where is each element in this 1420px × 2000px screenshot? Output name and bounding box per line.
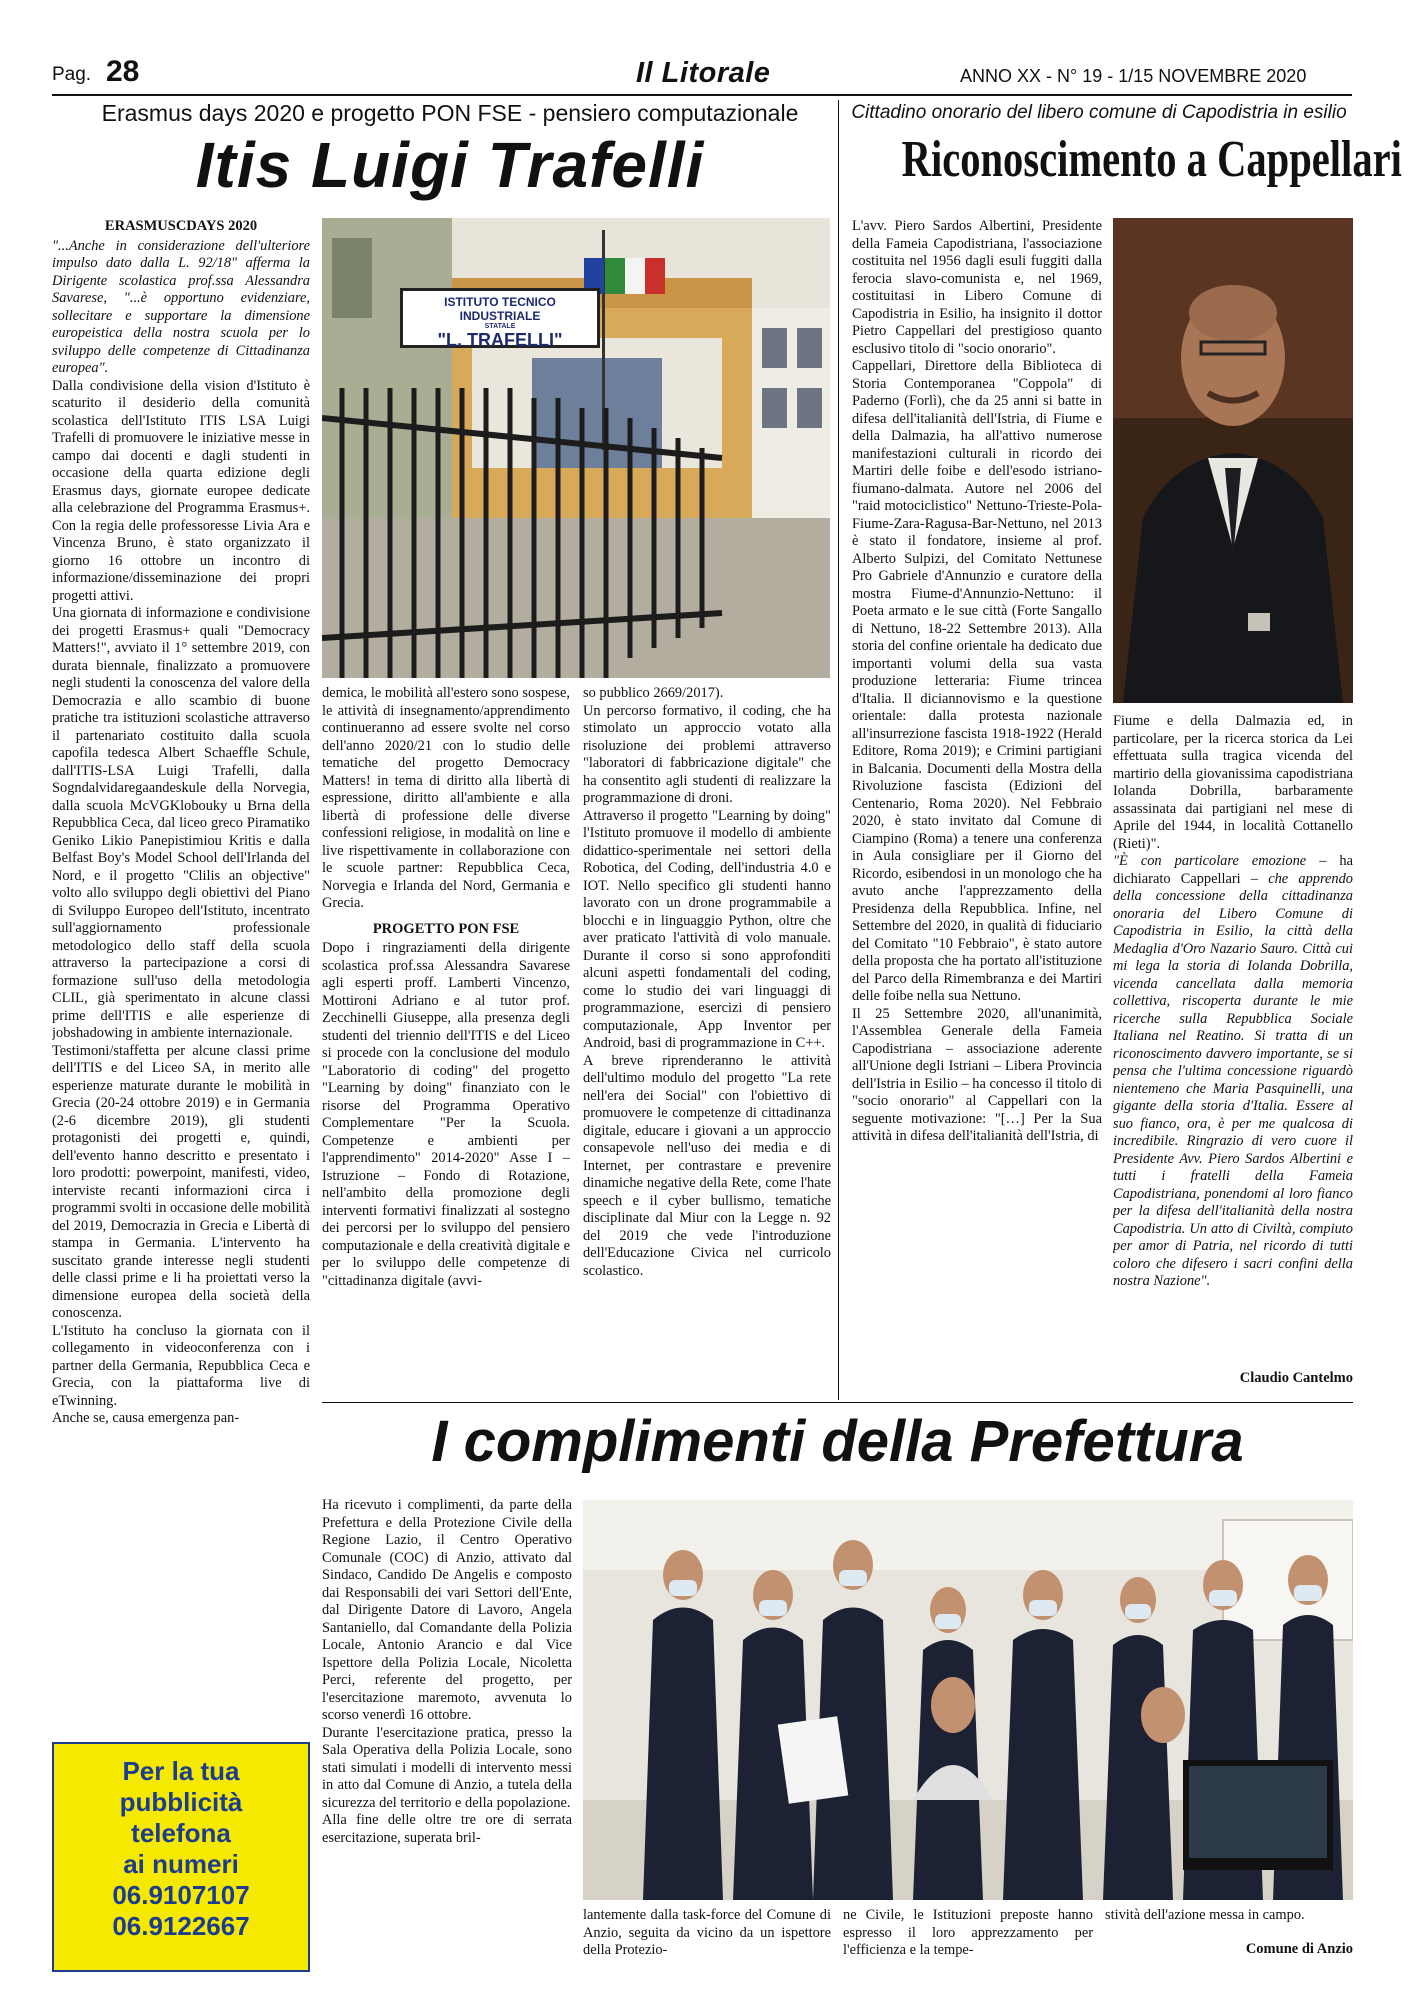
article1-col1-p2: Una giornata di informazione e condivisione dei progetti Erasmus+ quali "Democracy Matters!", avviato il 1° settembre 2019, con durata biennale, finalizzato a promuovere negli studenti la conoscenza del valore della Democrazia e allo scambio di buone pratiche tra istituzioni scolastiche attraverso il partenariato costituito dalla scuola capofila tedesca Albert Schaeffle Schule, dall'ITIS-LSA Luigi Trafelli, dalla Sogndalvidaregaandeskule della Norvegia, dalla scuola McVGKlobouky u Brna della Repubblica Ceca, dal liceo greco Piramatiko Geniko Likio Panepistimiou Kritis e dalla Belfast Boy's Model School dell'Irlanda del Nord, e il progetto "Clilis an objective" volto allo sviluppo degli obiettivi del Piano di Sviluppo Europeo dell'Istituto, incentrato sull'aggiornamento professionale metodologico dello staff della scuola attraverso la partecipazione a corsi di formazione sull'uso della metodologia CLIL, già sperimentato in alcune classi prime dell'ITIS e alle esperienze di jobshadowing in ambiente internazionale.	[52, 605, 310, 1041]
article1-col3-p4: A breve riprenderanno le attività dell'ultimo modulo del progetto "La rete nell'era dei Social" con l'obiettivo di promuovere le competenze di cittadinanza digitale, educare i giovani a un approccio consapevole nell'uso dei media e di Internet, per contrastare e prevenire dinamiche negative della Rete, come l'hate speech e il cyber bullismo, tematiche disciplinate dal Miur con la Legge n. 92 del 2019 che vede l'introduzione dell'Educazione Civica nel curricolo scolastico.	[583, 1052, 831, 1279]
coc-group-photo	[583, 1500, 1353, 1900]
cappellari-portrait	[1113, 218, 1353, 703]
issue-info: ANNO XX - N° 19 - 1/15 NOVEMBRE 2020	[960, 66, 1307, 86]
article3-signature: Comune di Anzio	[1245, 1941, 1353, 1957]
ad-line-4: ai numeri	[123, 1849, 239, 1879]
article2-col2-p1: Fiume e della Dalmazia ed, in particolare, per la ricerca storica da Lei effettuata sulla tragica vicenda del martirio della giovanissima capodistriana Iolanda Dobrilla, barbaramente assassinata dai partigiani nel mese di Aprile del 1944, in località Cottanello (Rieti)".	[1113, 713, 1353, 852]
ad-phone-2: 06.9122667	[112, 1911, 250, 1941]
article1-column-3	[583, 685, 831, 1385]
article1-col2-heading: PROGETTO PON FSE	[372, 920, 520, 937]
article1-col1-p1: Dalla condivisione della vision d'Istituto è scaturito il desiderio della comunità scolastica dell'Istituto ITIS LSA Luigi Trafelli di promuovere le iniziative messe in campo dai docenti e dagli studenti in occasione della quarta edizione degli Erasmus days, giornate europee dedicate alla celebrazione del Programma Erasmus+. Con la regia delle professoresse Livia Ara e Vincenza Bruno, è stato organizzato il giorno 16 ottobre un incontro di informazione/disseminazione dei propri progetti attivi.	[52, 377, 310, 604]
school-photo	[322, 218, 830, 678]
article2-quote-part-c: che apprendo della concessione della cittadinanza onoraria del Libero Comune di Capodistria in Esilio, la città della Medaglia d'Oro Nazario Sauro. Città cui mi lega la storia di Iolanda Dobrilla, vicenda cancellata dalla memoria collettiva, riscoperta durante le mie ricerche sulla Repubblica Sociale Italiana nel Reatino. Si tratta di un riconoscimento davvero importante, se si pensa che l'ultima concessione riguardò nientemeno che Maria Pasquinelli, una gigante della storia d'Italia. Essere al suo fianco, ora, è per me qualcosa di incredibile. Ringrazio di vero cuore il Presidente Avv. Piero Sardos Albertini e tutti i fratelli della Fameia Capodistriana, ponendomi al loro fianco per la difesa dell'italianità della nostra Capodistria. Un atto di Civiltà, compiuto per amor di Patria, nel ricordo di tutti coloro che difesero i sacri confini della nostra Nazione".	[1113, 870, 1353, 1289]
article1-col1-heading: ERASMUSCDAYS 2020	[104, 218, 258, 234]
article2-col1-p2: Cappellari, Direttore della Biblioteca di Storia Contemporanea "Coppola" di Paderno (Forlì), che da 25 anni si batte in difesa dell'italianità dell'Istria, di Fiume e della Dalmazia, ha all'attivo numerose manifestazioni culturali in ricordo dei Martiri delle foibe e dell'esodo istriano-fiumano-dalmata. Autore nel 2006 del "raid motociclistico" Nettuno-Trieste-Pola-Fiume-Zara-Ragusa-Bar-Nettuno, nel 2013 è stato il fondatore, insieme al prof. Alberto Sulpizi, del Comitato Nettunese Pro Gabriele d'Annunzio e curatore della mostra Fiume-d'Annunzio-Nettuno: il Poeta armato e le sue città (Forte Sangallo di Nettuno, 18-22 Settembre 2013). Alla storia del confine orientale ha dedicato due importanti volumi della sua vasta produzione letteraria: Fiume trincea d'Italia. Il diciannovismo e la questione orientale: dalla protesta nazionale all'insurrezione fascista 1918-1922 (Herald Editore, Roma 2019); e Crimini partigiani in Balcania. Documenti della Mostra della Rivoluzione fascista (Edizioni del Centenario, Roma 2020). Nel Febbraio 2020, è stato invitato dal Comune di Ciampino (Roma) a tenere una conferenza in Aula consigliare per il Giorno del Ricordo, esibendosi in un monologo che ha avuto anche l'apprezzamento della Presidenza della Repubblica. Infine, nel Settembre del 2020, in qualità di fiduciario del Comitato "10 Febbraio", è stato autore della proposta che ha portato all'istituzione del Parco della Rimembranza e dei Martiri delle foibe nella sua Nettuno.	[852, 358, 1102, 1004]
article3-col1-p1: Ha ricevuto i complimenti, da parte della Prefettura e della Protezione Civile della Regione Lazio, il Centro Operativo Comunale (COC) di Anzio, attivato dal Sindaco, Candido De Angelis e composto dai Responsabili dei vari Settori dell'Ente, dal Dirigente Datore di Lavoro, Angela Santaniello, dal Comandante della Polizia Locale, Antonio Arancio e dal Vice Ispettore della Polizia Locale, Nicoletta Perci, referente del progetto, per l'esercitazione maremoto, avvenuta lo scorso venerdì 16 ottobre.	[322, 1497, 572, 1723]
article2-title: Riconoscimento a Cappellari	[901, 131, 1402, 188]
ad-phone-1: 06.9107107	[112, 1880, 250, 1910]
article2-column-2	[1113, 713, 1353, 1368]
coc-group-illustration	[583, 1500, 1353, 1900]
article1-title: Itis Luigi Trafelli	[195, 129, 705, 201]
article2-quote-part-b: – ha dichiarato Cappellari –	[1113, 853, 1353, 887]
article3-column-2	[583, 1907, 831, 1967]
article2-kicker: Cittadino onorario del libero comune di Capodistria in esilio	[851, 102, 1347, 123]
article1-column-1	[52, 218, 310, 1733]
article1-col3-p2: Un percorso formativo, il coding, che ha stimolato un approccio votato alla risoluzione dei problemi attraverso "laboratori di fabbricazione digitale" che ha consentito agli studenti di realizzare la programmazione di droni.	[583, 702, 831, 806]
section-rule	[322, 1402, 1353, 1403]
article1-col1-quote: "...Anche in considerazione dell'ulteriore impulso dato dalla L. 92/18" afferma la Dirigente scolastica prof.ssa Alessandra Savarese, "...è opportuno evidenziare, sollecitare e supportare la dimensione europeistica della nostra scuola per lo sviluppo delle competenze di Cittadinanza europea".	[52, 237, 310, 376]
article2-column-1	[852, 218, 1102, 1388]
school-sign-line1: ISTITUTO TECNICO INDUSTRIALE	[444, 295, 556, 323]
article3-column-3	[843, 1907, 1093, 1967]
ad-line-3: telefona	[131, 1818, 231, 1848]
article2-quote-part-a: "È con particolare emozione	[1113, 853, 1307, 869]
school-sign	[400, 288, 600, 348]
advertising-box	[52, 1742, 310, 1972]
article1-col3-p3: Attraverso il progetto "Learning by doing" l'Istituto promuove il modello di ambiente didattico-sperimentale nei settori della Robotica, del Coding, dell'industria 4.0 e IOT. Nello specifico gli studenti hanno lavorato con un drone programmabile a blocchi e in linguaggio Python, oltre che aver praticato l'attività di volo manuale. Durante il corso si sono approfonditi alcuni aspetti fondamentali del coding, come lo studio dei vari linguaggi di programmazione, esercizi di pensiero computazionale, App Inventor per Android, basi di programmazione in C++.	[583, 807, 831, 1051]
article2-col1-p1: L'avv. Piero Sardos Albertini, Presidente della Fameia Capodistriana, l'associazione costituita nel 1956 dagli esuli fuggiti dalla ferocia slavo-comunista e, nel 1969, costituitasi in Libero Comune di Capodistria in Esilio, ha insignito il dottor Pietro Cappellari del prestigioso quanto esclusivo titolo di "socio onorario".	[852, 218, 1102, 357]
article1-col1-p5: Anche se, causa emergenza pan-	[52, 1410, 240, 1426]
article2-col2-quote	[1113, 853, 1353, 1291]
article3-column-4	[1105, 1907, 1353, 1935]
article3-title: I complimenti della Prefettura	[431, 1409, 1244, 1474]
masthead: Il Litorale	[636, 57, 771, 89]
article1-kicker: Erasmus days 2020 e progetto PON FSE - pensiero computazionale	[101, 100, 799, 126]
article3-col3-text: ne Civile, le Istituzioni preposte hanno espresso il loro apprezzamento per l'efficienza e la tempe-	[843, 1907, 1093, 1958]
article1-col2-p1: demica, le mobilità all'estero sono sospese, le attività di insegnamento/apprendimento continueranno ad essere svolte nel corso dell'anno 2020/21 con lo studio delle tematiche del progetto Democracy Matters! in tema di diritto alla libertà di espressione, diritto all'ambiente e alla libertà di professione delle diverse confessioni religiose, in modalità on line e live rispettivamente in collaborazione con le scuole partner: Repubblica Ceca, Norvegia e Irlanda del Nord, Germania e Grecia.	[322, 685, 570, 911]
page-number: 28	[106, 55, 140, 88]
article3-col2-text: lantemente dalla task-force del Comune di Anzio, seguita da vicino da un ispettore della Protezio-	[583, 1907, 831, 1958]
article1-col1-p4: L'Istituto ha concluso la giornata con il collegamento in videoconferenza con i partner della Germania, Repubblica Ceca e Grecia, con la piattaforma live di eTwinning.	[52, 1322, 310, 1409]
page-label: Pag.	[52, 64, 92, 85]
ad-line-1: Per la tua	[122, 1756, 240, 1786]
ad-line-2: pubblicità	[119, 1787, 243, 1817]
article3-col1-p3: Alla fine delle oltre tre ore di serrata esercitazione, superata bril-	[322, 1812, 572, 1846]
article1-col1-p3: Testimoni/staffetta per alcune classi prime dell'ITIS e del Liceo SA, in merito alle esperienze maturate durante le mobilità in Grecia (20-24 ottobre 2019) e in Germania (2-6 dicembre 2019), gli studenti protagonisti dei progetti e, quindi, dell'evento hanno descritto e presentato i loro prodotti: powerpoint, manifesti, video, interviste recanti informazioni circa i programmi svolti in occasione delle mobilità del 2019, Democrazia in Grecia e Libertà di stampa in Germania. L'intervento ha suscitato grande interesse negli studenti delle classi prime e li ha proiettati verso la dimensione europea della società della conoscenza.	[52, 1042, 310, 1321]
cappellari-photo	[1113, 218, 1353, 703]
article1-col3-p1: so pubblico 2669/2017).	[583, 685, 724, 701]
article1-column-2	[322, 685, 570, 1385]
article2-col1-p3: Il 25 Settembre 2020, all'unanimità, l'Assemblea Generale della Fameia Capodistriana – associazione aderente all'Unione degli Istriani – Libera Provincia dell'Istria in Esilio – ha concesso il titolo di "socio onorario" al Cappellari con la seguente motivazione: "[…] Per la Sua attività in difesa dell'italianità dell'Istria, di	[852, 1005, 1102, 1144]
school-photo-illustration	[322, 218, 830, 678]
school-sign-small: STATALE	[484, 323, 516, 330]
article2-signature: Claudio Cantelmo	[1239, 1370, 1353, 1386]
header-rule	[52, 94, 1352, 96]
school-sign-line2: "L. TRAFELLI"	[437, 330, 563, 350]
article3-col4-text: stività dell'azione messa in campo.	[1105, 1907, 1305, 1923]
article3-column-1	[322, 1497, 572, 1967]
article3-col1-p2: Durante l'esercitazione pratica, presso la Sala Operativa della Polizia Locale, sono stati simulati i modelli di intervento messi in atto dal Comune di Anzio, a tutela della sicurezza del territorio e della popolazione.	[322, 1724, 572, 1811]
column-divider	[838, 100, 839, 1400]
article1-col2-p2: Dopo i ringraziamenti della dirigente scolastica prof.ssa Alessandra Savarese agli esperti proff. Lamberti Vincenzo, Mottironi Adriano e al tutor prof. Zecchinelli Giuseppe, alla presenza degli studenti del triennio dell'ITIS e del Liceo si procede con la conclusione del modulo "Laboratorio di coding" del progetto "Learning by doing" finanziato con le risorse del Programma Operativo Complementare "Per la Scuola. Competenze e ambienti per l'apprendimento" 2014-2020" Asse I – Istruzione – Fondo di Rotazione, nell'ambito della promozione degli interventi formativi finalizzati al sostegno dei percorsi per lo sviluppo del pensiero computazionale e della creatività digitale e per lo sviluppo delle competenze di "cittadinanza digitale (avvi-	[322, 940, 570, 1289]
